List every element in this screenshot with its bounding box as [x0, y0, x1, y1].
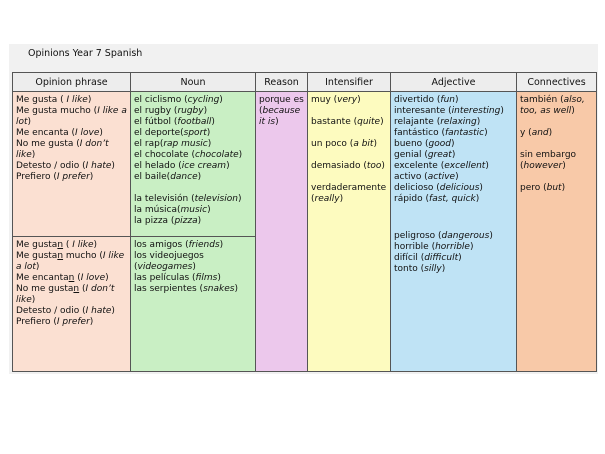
- adjective-item: fantástico (fantastic): [394, 128, 488, 138]
- connective-item: pero (but): [520, 183, 566, 193]
- intensifier-item: demasiado (too): [311, 161, 385, 171]
- noun-item: las serpientes (snakes): [134, 284, 238, 294]
- adjective-item: difícil (difficult): [394, 253, 462, 263]
- adjective-item: excelente (excellent): [394, 161, 489, 171]
- opinion-item: Prefiero (I prefer): [16, 317, 94, 327]
- adjective-item: horrible (horrible): [394, 242, 474, 252]
- opinion-item: Me gustan ( I like): [16, 240, 98, 250]
- header-adjective: Adjective: [391, 73, 517, 92]
- opinion-item: Me encantan (I love): [16, 273, 109, 283]
- header-opinion-phrase: Opinion phrase: [13, 73, 131, 92]
- header-noun: Noun: [131, 73, 256, 92]
- header-connectives: Connectives: [517, 73, 597, 92]
- adjective-item: peligroso (dangerous): [394, 231, 493, 241]
- adjective-item: relajante (relaxing): [394, 117, 481, 127]
- opinion-item: Me encanta (I love): [16, 128, 103, 138]
- noun-item: el chocolate (chocolate): [134, 150, 243, 160]
- noun-item: el rugby (rugby): [134, 106, 208, 116]
- intensifier-item: muy (very): [311, 95, 361, 105]
- header-row: [13, 73, 597, 92]
- adjective-item: rápido (fast, quick): [394, 194, 480, 204]
- intensifier-cell: [308, 92, 391, 372]
- adjective-item: divertido (fun): [394, 95, 459, 105]
- opinion-item: Detesto / odio (I hate): [16, 161, 115, 171]
- noun-item: el rap(rap music): [134, 139, 212, 149]
- opinion-item: Me gustan mucho (I like a lot): [16, 251, 125, 272]
- opinion-item: No me gustan (I don’t like): [16, 284, 115, 305]
- opinion-item: Detesto / odio (I hate): [16, 306, 115, 316]
- singular-row: [13, 92, 597, 237]
- intensifier-item: bastante (quite): [311, 117, 384, 127]
- adjective-item: interesante (interesting): [394, 106, 504, 116]
- noun-item: la pizza (pizza): [134, 216, 202, 226]
- noun-item: el fútbol (football): [134, 117, 215, 127]
- noun-item: el ciclismo (cycling): [134, 95, 223, 105]
- header-intensifier: Intensifier: [308, 73, 391, 92]
- adjective-item: delicioso (delicious): [394, 183, 483, 193]
- opinion-plural-cell: [13, 237, 131, 372]
- intensifier-item: un poco (a bit): [311, 139, 377, 149]
- opinion-singular-cell: [13, 92, 131, 237]
- adjective-cell: [391, 92, 517, 372]
- intensifier-item: verdaderamente (really): [311, 183, 387, 204]
- opinion-item: Me gusta mucho (I like a lot): [16, 106, 127, 127]
- noun-item: la música(music): [134, 205, 211, 215]
- noun-item: el baile(dance): [134, 172, 202, 182]
- noun-item: el helado (ice cream): [134, 161, 230, 171]
- connective-item: sin embargo (however): [520, 150, 577, 171]
- connectives-cell: [517, 92, 597, 372]
- vocab-table: [12, 72, 597, 372]
- reason-item: porque es (because it is): [259, 95, 304, 127]
- noun-item: los amigos (friends): [134, 240, 224, 250]
- opinion-item: Me gusta ( I like): [16, 95, 92, 105]
- noun-item: la televisión (television): [134, 194, 242, 204]
- connective-item: y (and): [520, 128, 553, 138]
- reason-cell: [256, 92, 308, 372]
- noun-item: los videojuegos (videogames): [134, 251, 204, 272]
- connective-item: también (also, too, as well): [520, 95, 585, 116]
- noun-item: el deporte(sport): [134, 128, 211, 138]
- adjective-item: bueno (good): [394, 139, 455, 149]
- opinion-item: Prefiero (I prefer): [16, 172, 94, 182]
- page-title: Opinions Year 7 Spanish: [28, 48, 143, 59]
- header-reason: Reason: [256, 73, 308, 92]
- opinion-item: No me gusta (I don’t like): [16, 139, 109, 160]
- noun-plural-cell: [131, 237, 256, 372]
- adjective-item: genial (great): [394, 150, 456, 160]
- noun-item: las películas (films): [134, 273, 221, 283]
- adjective-item: tonto (silly): [394, 264, 446, 274]
- noun-singular-cell: [131, 92, 256, 237]
- adjective-item: activo (active): [394, 172, 459, 182]
